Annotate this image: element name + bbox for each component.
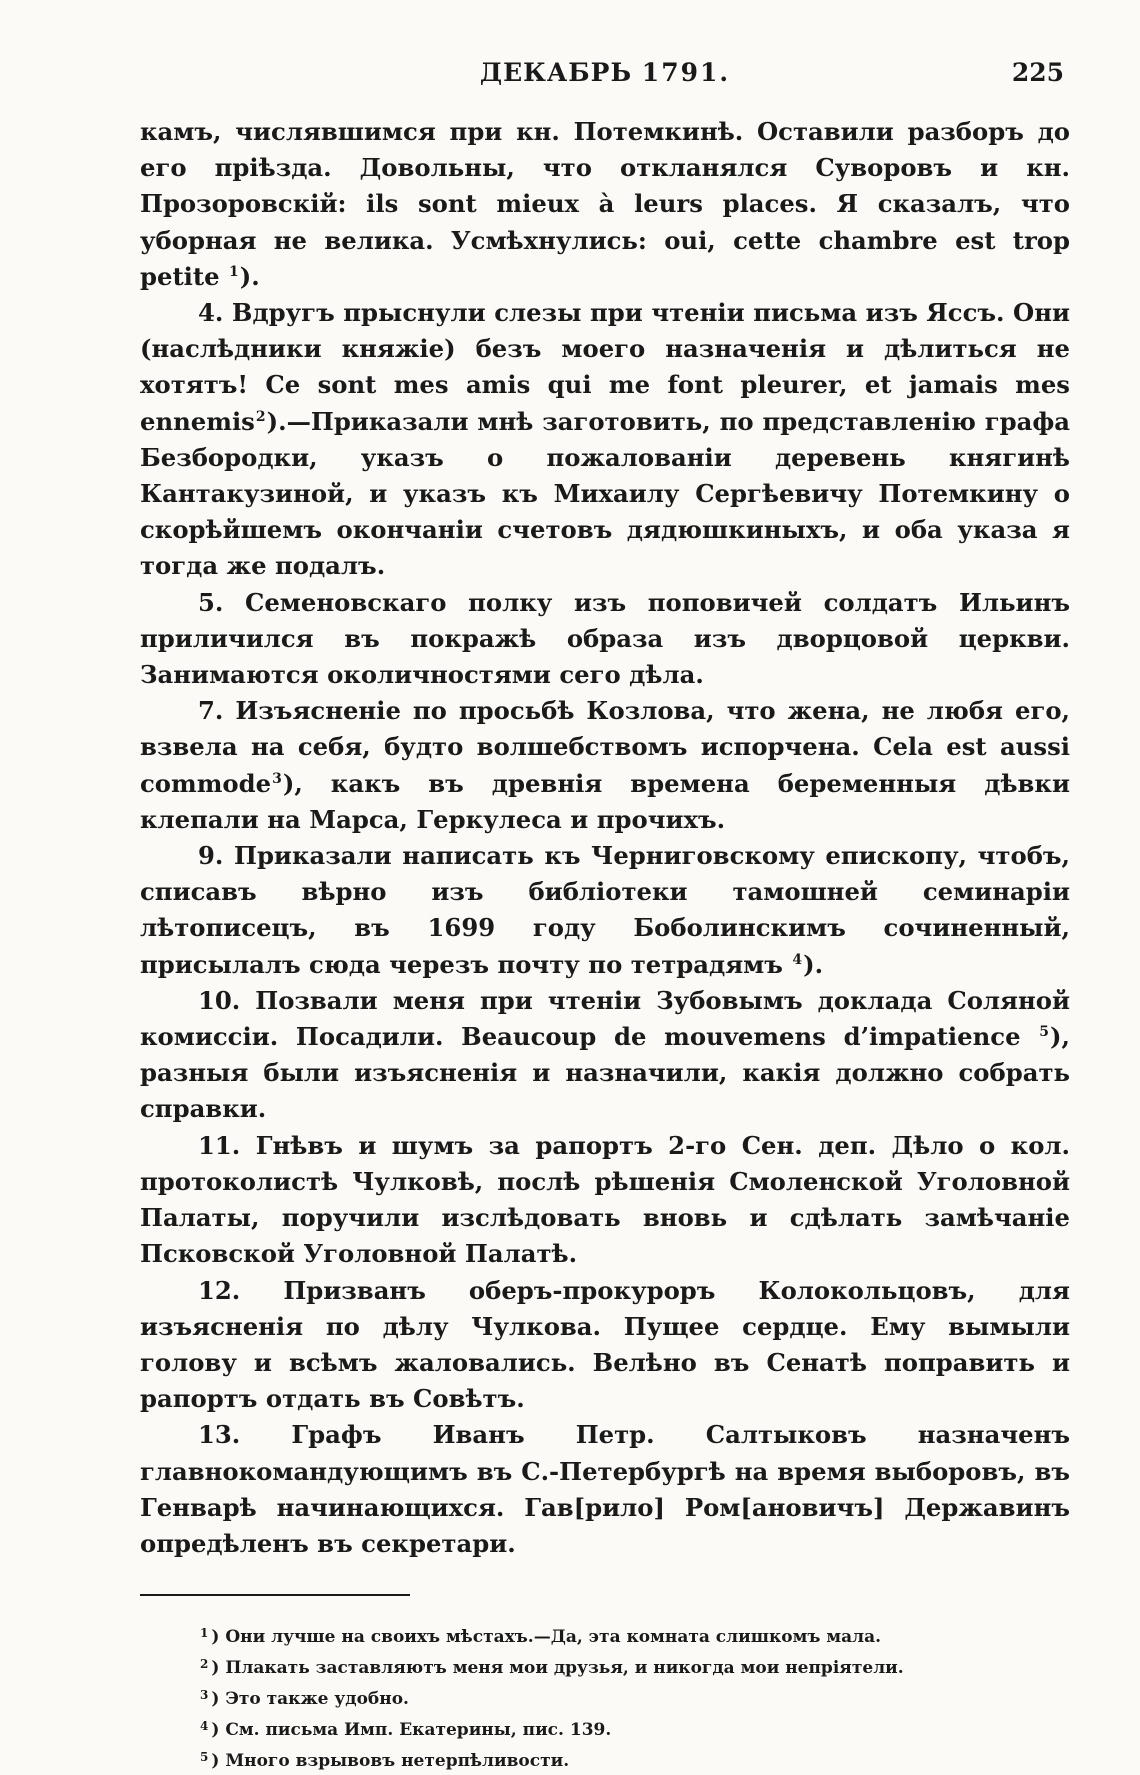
footnote-number: 5: [200, 1750, 209, 1765]
body-text: [140, 114, 1070, 1562]
paragraph-text: 10. Позвали меня при чтеніи Зубовымъ доклада Соляной комиссіи. Посадили. Beaucoup de mouvemens d’impatience: [140, 985, 1070, 1052]
footnote: [140, 1713, 1070, 1744]
footnote: [140, 1682, 1070, 1713]
footnote: [140, 1651, 1070, 1682]
footnote-marker: 3: [272, 770, 282, 787]
paragraph-text: 12. Призванъ оберъ-прокуроръ Колокольцовъ, для изъясненія по дѣлу Чулкова. Пущее сердце. Ему вымыли голову и всѣмъ жаловались. Велѣно въ Сенатѣ поправить и рапортъ отдать въ Совѣтъ.: [140, 1275, 1070, 1414]
body-paragraph: [140, 295, 1070, 585]
paragraph-text: ), какъ въ древнія времена беременныя дѣвки клепали на Марса, Геркулеса и прочихъ.: [140, 768, 1070, 834]
footnote: [140, 1620, 1070, 1651]
paragraph-text: камъ, числявшимся при кн. Потемкинѣ. Оставили разборъ до его пріѣзда. Довольны, что откланялся Суворовъ и кн. Прозоровскій: ils sont mieux à leurs places. Я сказалъ, что уборная не велика. Усмѣхнулись: oui, cette chambre est trop petite: [140, 117, 1070, 291]
body-paragraph: [140, 693, 1070, 838]
body-paragraph: [140, 983, 1070, 1128]
footnote-marker: 5: [1039, 1024, 1050, 1041]
running-head-title: [140, 58, 1070, 87]
running-head-year: 1791.: [641, 58, 731, 87]
footnote-rule: [140, 1594, 410, 1596]
paragraph-text: ).: [803, 949, 824, 979]
footnote-marker: 1: [229, 263, 239, 280]
body-paragraph: [140, 1128, 1070, 1273]
body-paragraph: [140, 1273, 1070, 1418]
footnote-number: 4: [200, 1719, 209, 1734]
running-head: [140, 58, 1070, 98]
footnote-text: ) Много взрывовъ нетерпѣливости.: [211, 1751, 570, 1772]
footnote: [140, 1744, 1070, 1775]
footnote-text: ) Это также удобно.: [211, 1689, 409, 1710]
paragraph-text: ).: [239, 261, 260, 291]
paragraph-text: 7. Изъясненіе по просьбѣ Козлова, что жена, не любя его, взвела на себя, будто волшебствомъ испорчена. Cela est aussi commode: [140, 696, 1070, 798]
footnote-number: 2: [200, 1657, 209, 1672]
footnote-number: 1: [200, 1626, 209, 1641]
body-paragraph: [140, 114, 1070, 295]
footnote-text: ) Плакать заставляютъ меня мои друзья, и никогда мои непріятели.: [211, 1658, 904, 1679]
paragraph-text: ).—Приказали мнѣ заготовить, по представленію графа Безбородки, указъ о пожалованіи деревень княгинѣ Кантакузиной, и указъ къ Михаилу Сергѣевичу Потемкину о скорѣйшемъ окончаніи счетовъ дядюшкиныхъ, и оба указа я тогда же подалъ.: [140, 406, 1070, 581]
body-paragraph: [140, 585, 1070, 694]
body-paragraph: [140, 1417, 1070, 1562]
running-head-month: ДЕКАБРЬ: [479, 58, 633, 87]
paragraph-text: 4. Вдругъ прыснули слезы при чтеніи письма изъ Яссъ. Они (наслѣдники княжіе) безъ моего назначенія и дѣлиться не хотятъ! Ce sont mes amis qui me font pleurer, et jamais mes ennemis: [140, 298, 1070, 436]
footnotes: [140, 1620, 1070, 1775]
paragraph-text: 11. Гнѣвъ и шумъ за рапортъ 2-го Сен. деп. Дѣло о кол. протоколистѣ Чулковѣ, послѣ рѣшенія Смоленской Уголовной Палаты, поручили изслѣдовать вновь и сдѣлать замѣчаніе Псковской Уголовной Палатѣ.: [140, 1130, 1070, 1269]
body-paragraph: [140, 838, 1070, 983]
footnote-marker: 2: [255, 408, 266, 425]
footnote-text: ) Они лучше на своихъ мѣстахъ.—Да, эта комната слишкомъ мала.: [211, 1627, 882, 1648]
paragraph-text: 9. Приказали написать къ Черниговскому епископу, чтобъ, списавъ вѣрно изъ библіотеки тамошней семинаріи лѣтописецъ, въ 1699 году Боболинскимъ сочиненный, присылалъ сюда черезъ почту по тетрадямъ: [140, 841, 1070, 979]
footnote-marker: 4: [792, 951, 803, 968]
footnote-number: 3: [200, 1688, 209, 1703]
paragraph-text: ), разныя были изъясненія и назначили, какія должно собрать справки.: [140, 1022, 1070, 1124]
paragraph-text: 13. Графъ Иванъ Петр. Салтыковъ назначенъ главнокомандующимъ въ С.-Петербургѣ на время выборовъ, въ Генварѣ начинающихся. Гав[рило] Ром[ановичъ] Державинъ опредѣленъ въ секретари.: [140, 1420, 1070, 1558]
paragraph-text: 5. Семеновскаго полку изъ поповичей солдатъ Ильинъ приличился въ покражѣ образа изъ дворцовой церкви. Занимаются околичностями сего дѣла.: [140, 587, 1070, 690]
footnote-text: ) См. письма Имп. Екатерины, пис. 139.: [211, 1720, 612, 1741]
page-number: 225: [1011, 58, 1064, 87]
